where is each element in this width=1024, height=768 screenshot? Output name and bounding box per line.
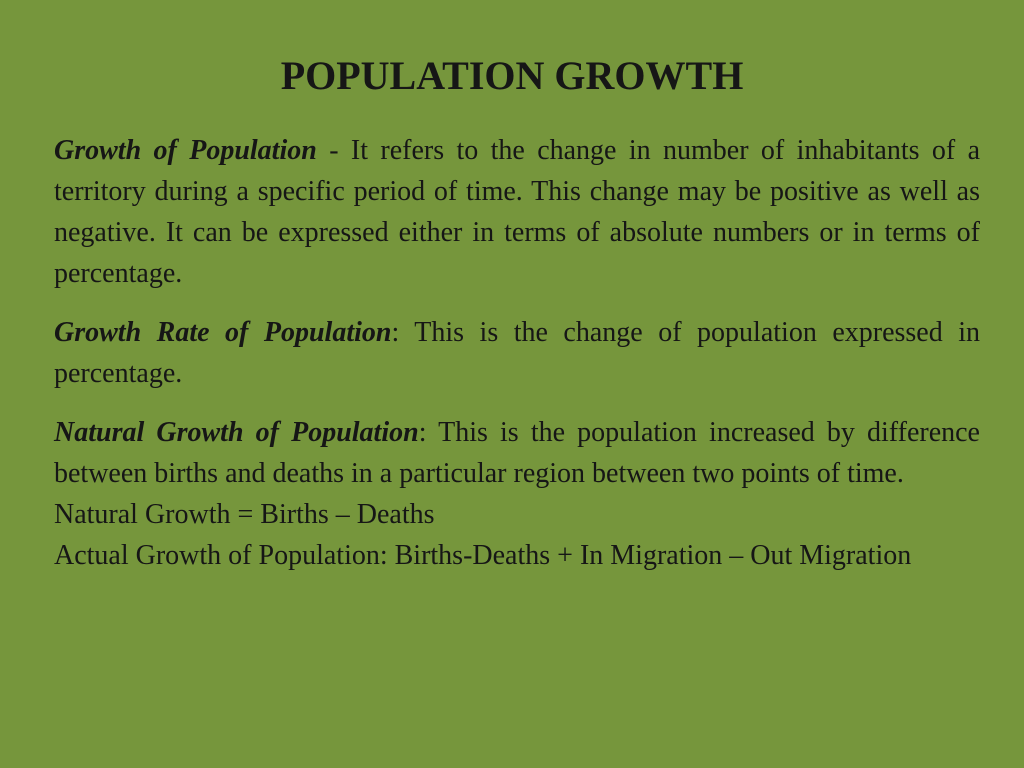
- separator: -: [316, 135, 351, 166]
- paragraph-growth-of-population: [54, 130, 980, 294]
- definition-growth-rate: This is the change of population expressed in percentage.: [54, 317, 981, 389]
- separator: :: [391, 317, 415, 348]
- paragraph-growth-rate: [54, 312, 980, 394]
- term-natural-growth: Natural Growth of Population: [54, 417, 419, 448]
- term-growth-rate: Growth Rate of Population: [54, 317, 392, 348]
- formula-natural-growth: Natural Growth = Births – Deaths: [54, 499, 435, 530]
- paragraph-natural-growth: [54, 412, 980, 494]
- separator: :: [418, 417, 439, 448]
- term-growth-of-population: Growth of Population: [54, 135, 317, 166]
- slide-body: [54, 130, 980, 576]
- definition-natural-growth: This is the population increased by difference between births and deaths in a particular region between two points of time.: [54, 417, 980, 489]
- definition-growth-of-population: It refers to the change in number of inhabitants of a territory during a specific period of time. This change may be positive as well as negative. It can be expressed either in terms of absolute numbers or in terms of percentage.: [54, 135, 980, 289]
- slide-title: POPULATION GROWTH: [280, 53, 744, 98]
- formula-actual-growth: Actual Growth of Population: Births-Deaths + In Migration – Out Migration: [54, 540, 912, 571]
